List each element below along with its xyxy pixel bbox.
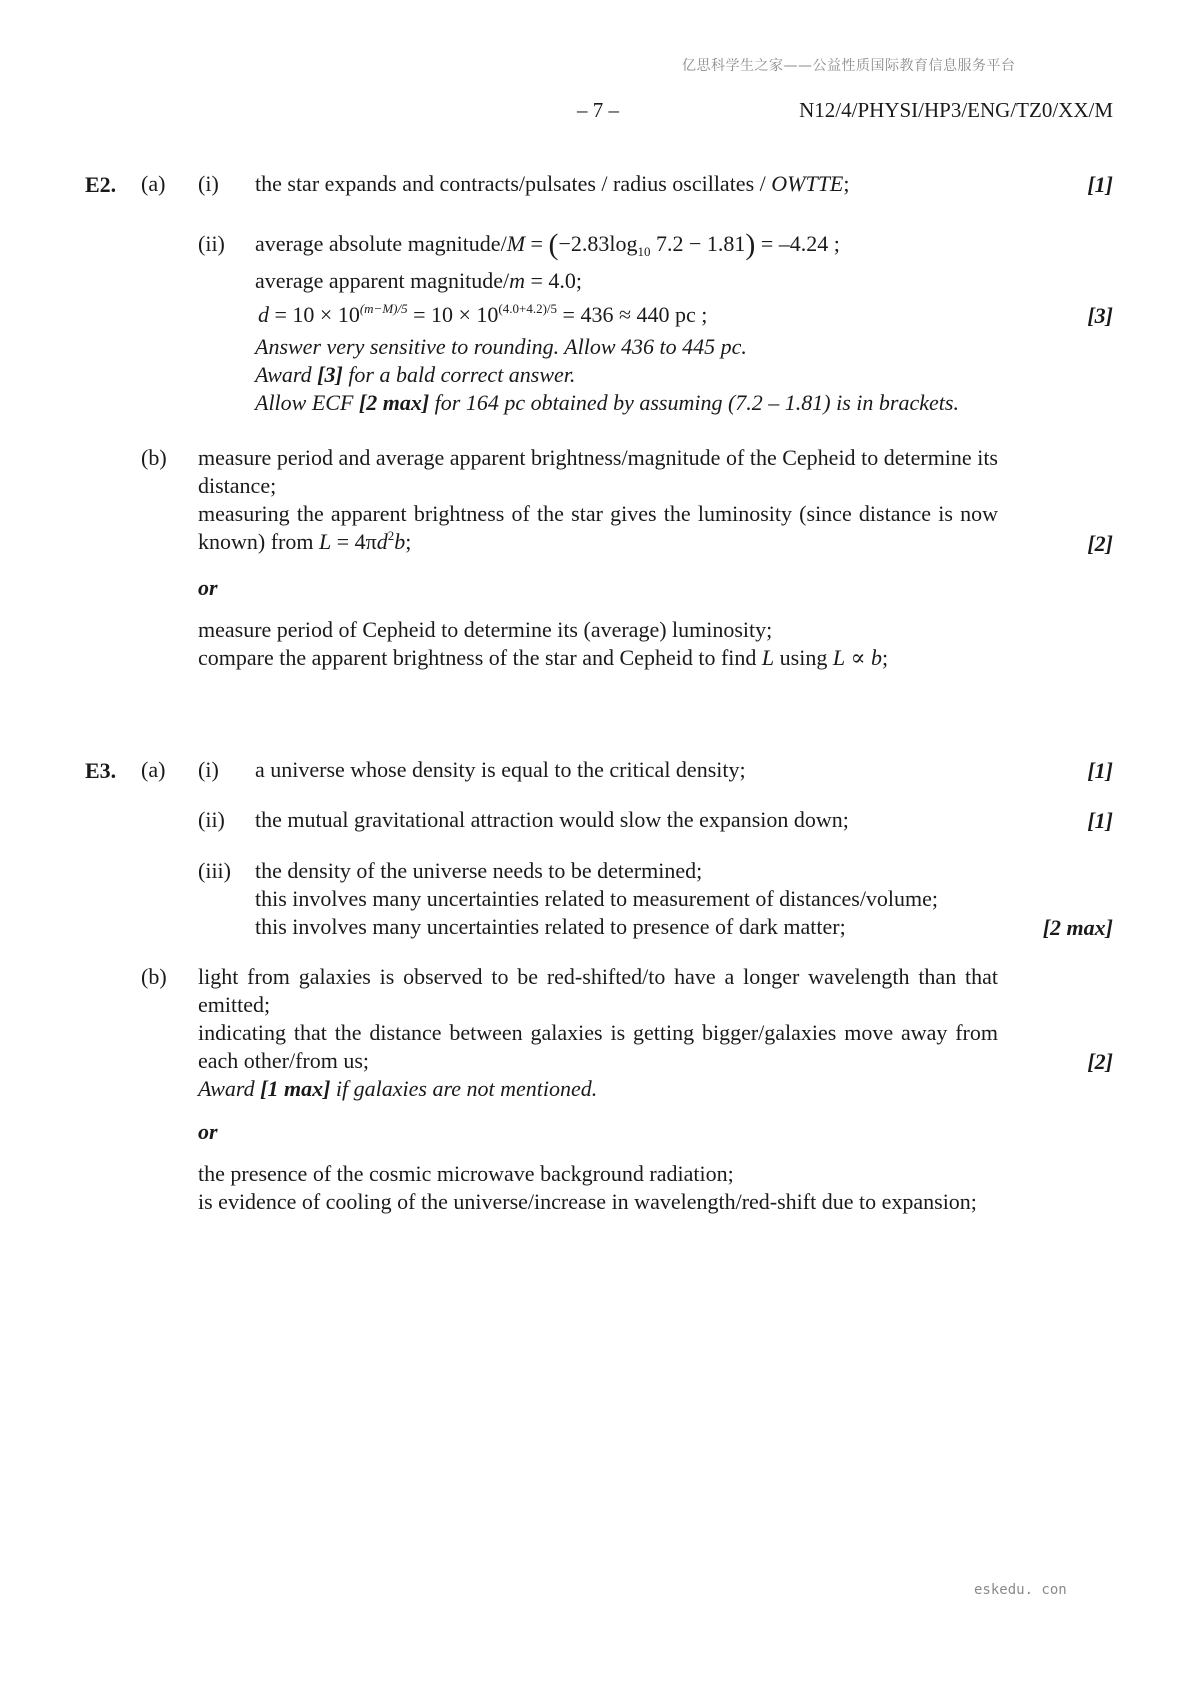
- watermark-bottom: eskedu. con: [974, 1582, 1067, 1598]
- e2-a-ii-absolute-magnitude: average absolute magnitude/M = ($-2.83\log_{10}$ 7.2 − 1.81) = –4.24 ;: [255, 228, 840, 261]
- e3-part-b-label: (b): [141, 964, 167, 989]
- e3-b-red-shift: light from galaxies is observed to be red-shifted/to have a longer wavelength than that emitted;: [198, 964, 998, 1017]
- e3-b-mark: [2]: [1087, 1049, 1113, 1074]
- e2-b-alt-compare: compare the apparent brightness of the star and Cepheid to find L using L ∝ b;: [198, 645, 889, 670]
- e2-a-ii-mark: [3]: [1087, 303, 1113, 328]
- e2-a-ii-note-rounding: Answer very sensitive to rounding. Allow 436 to 445 pc.: [255, 334, 747, 359]
- e3-a-i-label: (i): [198, 757, 219, 782]
- e2-part-b-label: (b): [141, 445, 167, 470]
- e3-b-alt-cmb: the presence of the cosmic microwave background radiation;: [198, 1161, 734, 1186]
- e3-b-galaxies-move-away: indicating that the distance between galaxies is getting bigger/galaxies move away from each other/from us;: [198, 1020, 998, 1073]
- e2-b-or: or: [198, 575, 218, 600]
- paper-reference: N12/4/PHYSI/HP3/ENG/TZ0/XX/M: [799, 98, 1113, 122]
- e2-a-i-mark: [1]: [1087, 172, 1113, 197]
- e3-a-iii-label: (iii): [198, 858, 231, 883]
- e3-a-iii-mark: [2 max]: [1042, 915, 1113, 940]
- e2-a-ii-distance-formula: $d = 10 \times 10^{(m-M)/5} = 10 \times 10^{(4.0+4.2)/5} = 436 \approx 440$ pc ;: [258, 301, 708, 327]
- e2-b-mark: [2]: [1087, 531, 1113, 556]
- e3-a-i-answer: a universe whose density is equal to the critical density;: [255, 757, 746, 782]
- e3-a-ii-label: (ii): [198, 807, 225, 832]
- e2-b-alt-luminosity: measure period of Cepheid to determine its (average) luminosity;: [198, 617, 773, 642]
- e3-b-or: or: [198, 1119, 218, 1144]
- e3-a-ii-answer: the mutual gravitational attraction would slow the expansion down;: [255, 807, 849, 832]
- e2-b-luminosity-from-brightness: measuring the apparent brightness of the star gives the luminosity (since distance is now known) from $L = 4\pi d^2b$;: [198, 501, 998, 554]
- e2-a-ii-note-bald-answer: Award [3] for a bald correct answer.: [255, 362, 576, 387]
- e3-a-iii-dark-matter-uncertainty: this involves many uncertainties related to presence of dark matter;: [255, 914, 846, 939]
- e3-a-ii-mark: [1]: [1087, 808, 1113, 833]
- e3-a-i-mark: [1]: [1087, 758, 1113, 783]
- e3-b-alt-cooling: is evidence of cooling of the universe/increase in wavelength/red-shift due to expansion;: [198, 1189, 977, 1214]
- e2-b-measure-period: measure period and average apparent brightness/magnitude of the Cepheid to determine its distance;: [198, 445, 998, 498]
- question-number-e3: E3.: [85, 758, 117, 783]
- e2-a-ii-apparent-magnitude: average apparent magnitude/m = 4.0;: [255, 268, 583, 293]
- e2-a-ii-label: (ii): [198, 231, 225, 256]
- question-number-e2: E2.: [85, 172, 117, 197]
- e2-a-i-answer: the star expands and contracts/pulsates / radius oscillates / OWTTE;: [255, 171, 850, 196]
- watermark-top: 亿思科学生之家——公益性质国际教育信息服务平台: [682, 58, 1016, 74]
- e3-b-note: Award [1 max] if galaxies are not mentioned.: [198, 1076, 598, 1101]
- e2-a-i-label: (i): [198, 171, 219, 196]
- e3-a-iii-density: the density of the universe needs to be determined;: [255, 858, 703, 883]
- e2-part-a-label: (a): [141, 171, 166, 196]
- e3-part-a-label: (a): [141, 757, 166, 782]
- e2-a-ii-note-ecf: Allow ECF [2 max] for 164 pc obtained by assuming (7.2 – 1.81) is in brackets.: [255, 390, 959, 415]
- page-number: – 7 –: [577, 98, 619, 122]
- e3-a-iii-distance-uncertainty: this involves many uncertainties related to measurement of distances/volume;: [255, 886, 939, 911]
